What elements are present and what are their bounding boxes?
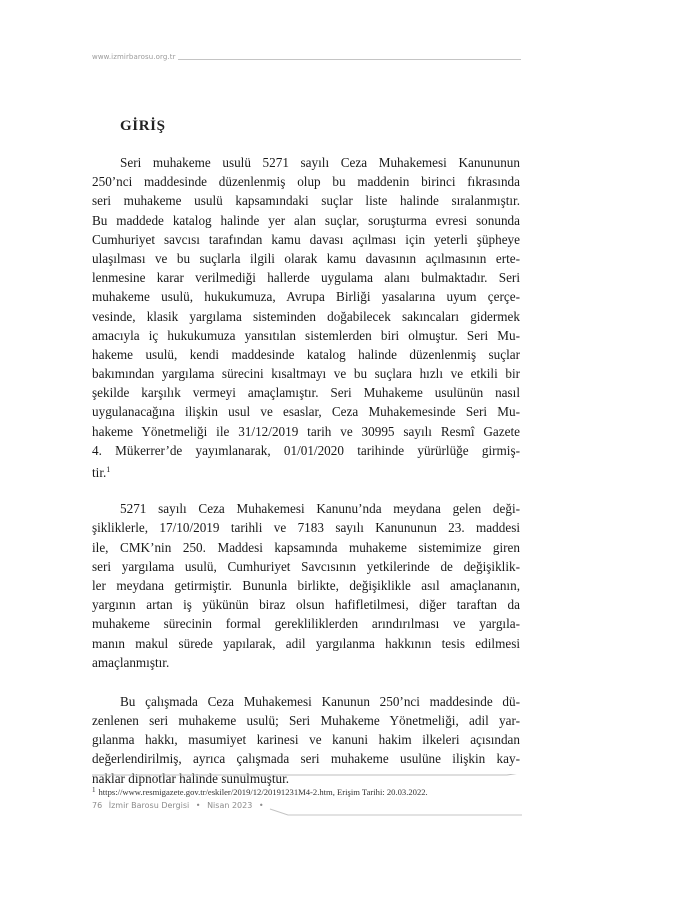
line-text: 250’nci maddesinde düzenlenmiş olup bu maddenin birinci fıkrasında bbox=[92, 174, 520, 190]
paragraph-line bbox=[92, 441, 520, 460]
header-rule bbox=[178, 59, 521, 60]
paragraph-line bbox=[92, 268, 520, 287]
footer-separator: • bbox=[195, 801, 201, 810]
line-text: uygulanacağına ilişkin usul ve esaslar, Ceza Muhakemesinde Seri Mu- bbox=[92, 404, 520, 420]
line-text: 5271 sayılı Ceza Muhakemesi Kanunu’nda meydana gelen deği- bbox=[120, 501, 520, 517]
paragraph-line bbox=[92, 191, 520, 210]
paragraph-line bbox=[92, 230, 520, 249]
paragraph-line bbox=[92, 653, 520, 672]
line-text: ler meydana getirmiştir. Bununla birlikte, değişiklikle asıl amaçlananın, bbox=[92, 577, 520, 593]
paragraph-line bbox=[92, 422, 520, 441]
paragraph-line bbox=[92, 249, 520, 268]
line-text: Cumhuriyet savcısı tarafından kamu davası açılması için yeterli şüpheye bbox=[92, 231, 520, 247]
paragraph-line bbox=[92, 172, 520, 191]
line-text: tir. bbox=[92, 465, 107, 480]
line-text: amacıyla iç hukukumuza yansıtılan sistemlerden biri olmuştur. Seri Mu- bbox=[92, 327, 520, 343]
footnote-number: 1 bbox=[92, 786, 96, 794]
paragraph-line bbox=[92, 499, 520, 518]
paragraph-line bbox=[92, 692, 520, 711]
paragraph-line bbox=[92, 614, 520, 633]
line-text: seri muhakeme usulü kapsamındaki suçlar liste halinde sıralanmıştır. bbox=[92, 193, 520, 209]
paragraph-line bbox=[92, 326, 520, 345]
line-text: zenlenen seri muhakeme usulü; Seri Muhakeme Yönetmeliği, adil yar- bbox=[92, 713, 520, 729]
header-url[interactable]: www.izmirbarosu.org.tr bbox=[92, 53, 176, 61]
line-text: gılanma hakkı, masumiyet karinesi ve kanuni hakim ilkeleri açısından bbox=[92, 732, 520, 748]
line-text: şikliklerle, 17/10/2019 tarihli ve 7183 sayılı Kanununun 23. maddesi bbox=[92, 520, 520, 536]
line-text: hakeme Yönetmeliği ile 31/12/2019 tarih ve 30995 sayılı Resmî Gazete bbox=[92, 423, 520, 439]
footnote-reference[interactable]: 1 bbox=[106, 465, 111, 474]
footnote bbox=[92, 786, 522, 797]
line-text: ulaşılması ve bu suçlarla ilgili olarak kamu davasının açılmasının erte- bbox=[92, 250, 520, 266]
journal-name: İzmir Barosu Dergisi bbox=[108, 801, 190, 810]
paragraph-line bbox=[92, 711, 520, 730]
line-text: Bu çalışmada Ceza Muhakemesi Kanunun 250’nci maddesinde dü- bbox=[120, 693, 520, 709]
footnote-link[interactable]: https://www.resmigazete.gov.tr/eskiler/2019/12/20191231M4-2.htm, Erişim Tarihi: 20.03.2022. bbox=[98, 787, 428, 797]
page-footer bbox=[92, 801, 522, 815]
issue-date: Nisan 2023 bbox=[207, 801, 253, 810]
line-text: ile, CMK’nin 250. Maddesi kapsamında muhakeme sistemimize giren bbox=[92, 539, 520, 555]
line-text: şekilde karşılık vermeyi amaçlamıştır. Seri Muhakeme usulünün nasıl bbox=[92, 385, 520, 401]
paragraph-line bbox=[92, 634, 520, 653]
paragraph-line bbox=[92, 153, 520, 172]
line-text: bakımından yargılama sürecini kısaltmayı ve bu suçlara hızlı ve etkili bir bbox=[92, 366, 520, 382]
paragraph-line bbox=[92, 595, 520, 614]
line-text: muhakeme sürecinin formal gerekliliklerden arındırılması ve yargıla- bbox=[92, 616, 520, 632]
paragraph-line bbox=[92, 576, 520, 595]
line-text: değerlendirilmiş, ayrıca çalışmada seri muhakeme usulüne ilişkin kay- bbox=[92, 751, 520, 767]
paragraph-line bbox=[92, 383, 520, 402]
line-text: naklar dipnotlar halinde sunulmuştur. bbox=[92, 770, 290, 786]
section-heading: GİRİŞ bbox=[120, 118, 166, 134]
line-text: amaçlanmıştır. bbox=[92, 654, 170, 670]
paragraph-line bbox=[92, 307, 520, 326]
paragraph-line bbox=[92, 749, 520, 768]
line-text: vesinde, klasik yargılama sisteminden doğabilecek sakıncaları gidermek bbox=[92, 308, 520, 324]
line-text: Bu maddede katalog halinde yer alan suçlar, soruşturma evresi sonunda bbox=[92, 212, 520, 228]
paragraph-line bbox=[92, 518, 520, 537]
paragraph-line bbox=[92, 730, 520, 749]
line-text: 4. Mükerrer’de yayımlanarak, 01/01/2020 tarihinde yürürlüğe girmiş- bbox=[92, 442, 520, 458]
line-text: lenmesine karar verilmediği hallerde uygulama alanı bulmaktadır. Seri bbox=[92, 270, 520, 286]
footer-trailing-bullet: • bbox=[258, 801, 264, 810]
body-text bbox=[92, 153, 520, 788]
paragraph-line bbox=[92, 460, 520, 479]
line-text: yargının artan iş yükünün biraz olsun hafifletilmesi, diğer taraftan da bbox=[92, 597, 520, 613]
paragraph-line bbox=[92, 538, 520, 557]
page-number: 76 bbox=[92, 801, 103, 810]
line-text: muhakeme usulü, hukukumuza, Avrupa Birliği yasalarına uyum çerçe- bbox=[92, 289, 520, 305]
line-text: Seri muhakeme usulü 5271 sayılı Ceza Muhakemesi Kanununun bbox=[120, 155, 520, 170]
line-text: seri yargılama usulü, Cumhuriyet Savcısının yetkilerinde de değişiklik- bbox=[92, 558, 520, 574]
line-text: manın makul sürede yapılarak, adil yargılanma hakkının tesis edilmesi bbox=[92, 635, 520, 651]
paragraph-line bbox=[92, 287, 520, 306]
paragraph-line bbox=[92, 557, 520, 576]
paragraph-line bbox=[92, 345, 520, 364]
paragraph-line bbox=[92, 211, 520, 230]
paragraph-gap bbox=[92, 672, 520, 692]
paragraph-gap bbox=[92, 479, 520, 499]
paragraph-line bbox=[92, 402, 520, 421]
line-text: hakeme usulü, kendi maddesinde katalog halinde düzenlenmiş suçlar bbox=[92, 346, 520, 362]
paragraph-line bbox=[92, 364, 520, 383]
